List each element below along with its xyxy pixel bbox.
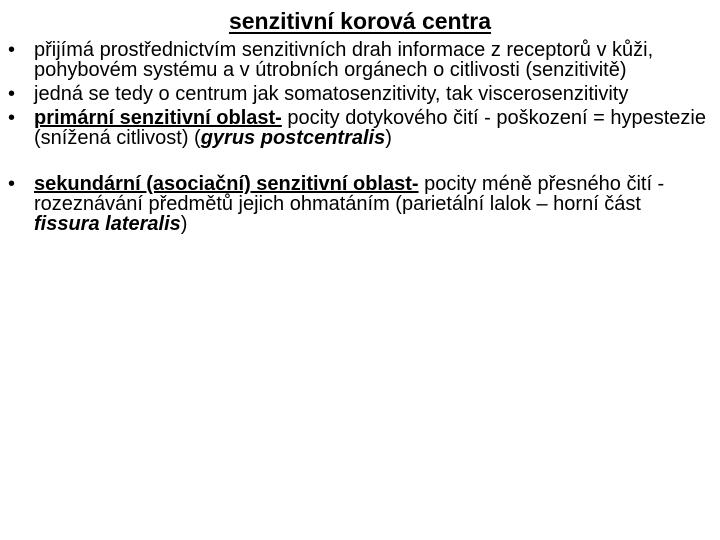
bullet-text: jedná se tedy o centrum jak somatosenzitivity, tak viscerosenzitivity: [34, 83, 629, 105]
slide-title: senzitivní korová centra: [228, 8, 492, 34]
bullet-symbol: •: [8, 107, 16, 129]
term-secondary: sekundární (asociační) senzitivní oblast-: [34, 173, 419, 195]
bullet-item: [0, 40, 720, 80]
latin-term: fissura lateralis: [34, 213, 181, 235]
bullet-text-end: ): [385, 127, 392, 149]
bullet-text: přijímá prostřednictvím senzitivních drah informace z receptorů v kůži, pohybovém systému a v útrobních orgánech o citlivosti (senzitivitě): [34, 39, 654, 81]
bullet-text: pocity dotykového čití - poškození = hypestezie (snížená citlivost) (: [34, 107, 706, 149]
bullet-item: [0, 108, 720, 148]
term-primary: primární senzitivní oblast-: [34, 107, 282, 129]
bullet-item: [0, 174, 720, 234]
bullet-text-end: ): [180, 213, 188, 235]
bullet-symbol: •: [8, 83, 16, 105]
bullet-item: [0, 84, 720, 104]
bullet-symbol: •: [8, 173, 16, 195]
latin-term: gyrus postcentralis: [200, 127, 386, 149]
bullet-list: [0, 40, 720, 238]
bullet-text: pocity méně přesného čití - rozeznávání předmětů jejich ohmatáním (parietální lalok – horní část: [34, 173, 665, 215]
bullet-symbol: •: [8, 39, 16, 61]
